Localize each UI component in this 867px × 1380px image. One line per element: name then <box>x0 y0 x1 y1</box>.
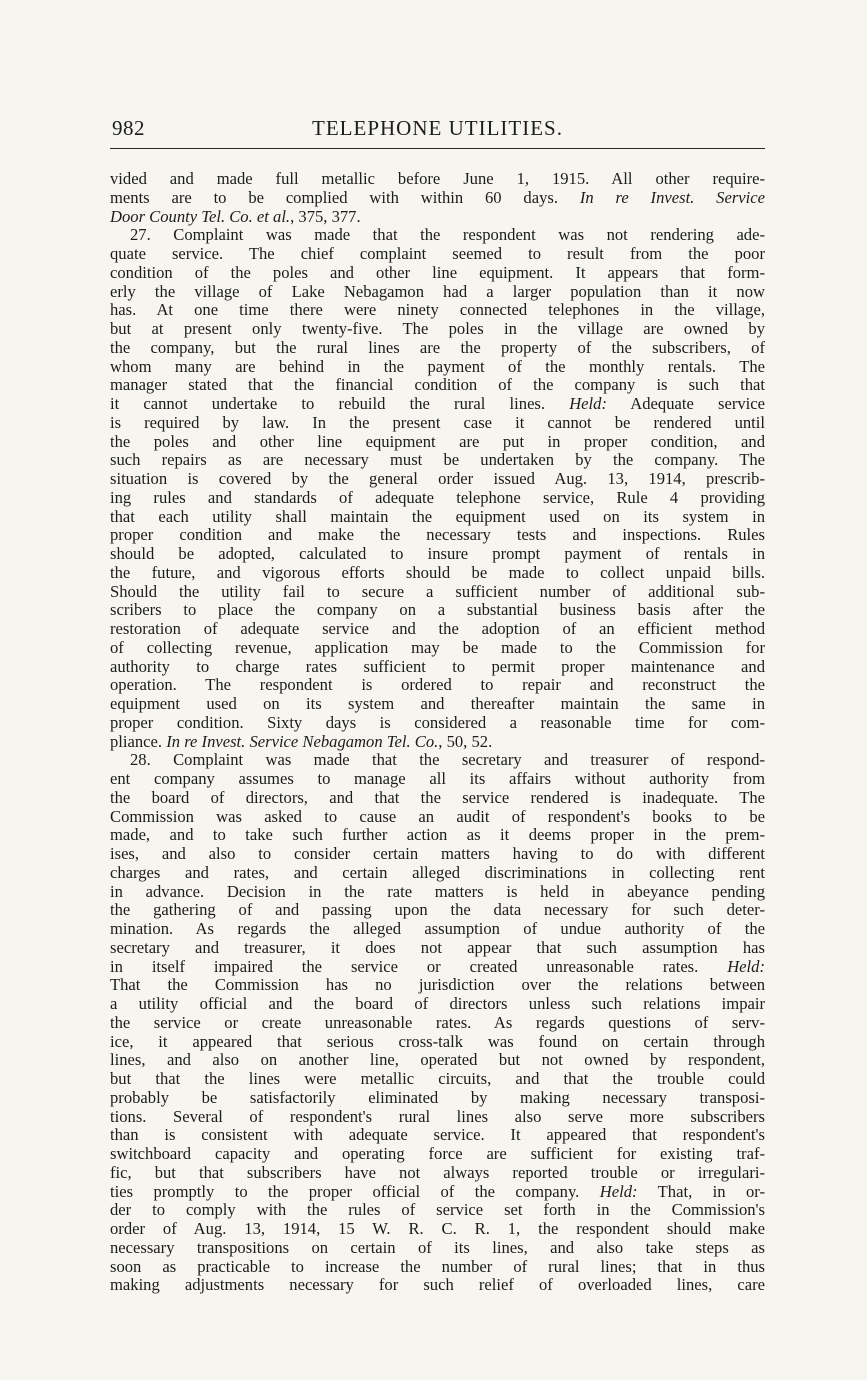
text-segment: pliance. <box>110 731 167 751</box>
text-line <box>110 208 765 227</box>
text-segment: 27. Complaint was made that the respondent was not rendering ade- <box>130 225 765 245</box>
text-segment: the poles and other line equipment are put in proper condition, and <box>110 431 765 451</box>
text-line <box>110 1239 765 1258</box>
text-line <box>110 695 765 714</box>
text-line <box>110 1201 765 1220</box>
text-segment: of collecting revenue, application may be made to the Commission for <box>110 637 765 657</box>
text-segment: probably be satisfactorily eliminated by making necessary transposi- <box>110 1087 765 1107</box>
text-segment: , 375, 377. <box>290 206 361 226</box>
text-segment: the service or create unreasonable rates. As regards questions of serv- <box>110 1012 765 1032</box>
text-segment: erly the village of Lake Nebagamon had a larger population than it now <box>110 281 765 301</box>
text-segment: ice, it appeared that serious cross-talk was found on certain through <box>110 1031 765 1051</box>
text-line <box>110 1258 765 1277</box>
text-segment: whom many are behind in the payment of the monthly rentals. The <box>110 356 765 376</box>
text-line <box>110 1276 765 1295</box>
text-segment: restoration of adequate service and the adoption of an efficient method <box>110 619 765 638</box>
text-segment: ises, and also to consider certain matters having to do with different <box>110 844 765 863</box>
text-line <box>110 976 765 995</box>
text-line <box>110 883 765 902</box>
italic-citation: Held: <box>569 394 607 413</box>
text-segment: the company, but the rural lines are the property of the subscribers, of <box>110 337 765 357</box>
text-segment: has. At one time there were ninety connected telephones in the village, <box>110 300 765 320</box>
text-segment: Should the utility fail to secure a sufficient number of additional sub- <box>110 581 765 601</box>
text-segment: necessary transpositions on certain of its lines, and also take steps as <box>110 1237 765 1257</box>
text-line <box>110 1014 765 1033</box>
italic-citation: In re Invest. Service <box>579 187 765 207</box>
text-segment: 28. Complaint was made that the secretary and treasurer of respond- <box>130 750 765 770</box>
text-line <box>110 508 765 527</box>
text-line <box>110 920 765 939</box>
text-segment: switchboard capacity and operating force are sufficient for existing traf- <box>110 1144 765 1163</box>
text-segment: tions. Several of respondent's rural lines also serve more subscribers <box>110 1106 765 1126</box>
text-line <box>110 733 765 752</box>
text-segment: in itself impaired the service or created unreasonable rates. <box>110 956 728 976</box>
text-segment: soon as practicable to increase the number of rural lines; that in thus <box>110 1256 765 1276</box>
text-line <box>110 789 765 808</box>
text-segment: proper condition. Sixty days is considered a reasonable time for com- <box>110 712 765 732</box>
text-line <box>110 658 765 677</box>
text-line <box>110 601 765 620</box>
text-line <box>110 414 765 433</box>
text-line <box>110 1145 765 1164</box>
text-segment: the future, and vigorous efforts should be made to collect unpaid bills. <box>110 562 765 582</box>
page-number: 982 <box>112 116 145 140</box>
text-line <box>110 1108 765 1127</box>
text-line <box>110 1051 765 1070</box>
text-segment: ties promptly to the proper official of the company. <box>110 1181 600 1201</box>
text-segment: fic, but that subscribers have not always reported trouble or irregulari- <box>110 1162 765 1182</box>
text-line <box>110 639 765 658</box>
text-line <box>110 358 765 377</box>
italic-citation: Door County Tel. Co. et al. <box>110 206 291 226</box>
text-segment: in advance. Decision in the rate matters is held in abeyance pending <box>110 881 765 901</box>
text-line <box>110 545 765 564</box>
text-line <box>110 751 765 770</box>
text-line <box>110 1183 765 1202</box>
text-line <box>110 470 765 489</box>
text-segment: der to comply with the rules of service set forth in the Commission's <box>110 1200 765 1220</box>
text-line <box>110 939 765 958</box>
text-segment: ing rules and standards of adequate telephone service, Rule 4 providing <box>110 487 765 507</box>
text-line <box>110 995 765 1014</box>
text-segment: that each utility shall maintain the equipment used on its system in <box>110 506 765 526</box>
text-segment: proper condition and make the necessary tests and inspections. Rules <box>110 525 765 545</box>
text-line <box>110 958 765 977</box>
text-line <box>110 264 765 283</box>
text-line <box>110 583 765 602</box>
page-header <box>110 116 765 149</box>
text-segment: should be adopted, calculated to insure prompt payment of rentals in <box>110 544 765 563</box>
text-line <box>110 1089 765 1108</box>
text-segment: authority to charge rates sufficient to permit proper maintenance and <box>110 656 765 676</box>
text-line <box>110 901 765 920</box>
text-line <box>110 620 765 639</box>
text-line <box>110 714 765 733</box>
text-line <box>110 245 765 264</box>
text-segment: the gathering of and passing upon the data necessary for such deter- <box>110 900 765 920</box>
text-segment: operation. The respondent is ordered to repair and reconstruct the <box>110 675 765 695</box>
text-line <box>110 395 765 414</box>
text-segment: scribers to place the company on a substantial business basis after the <box>110 600 765 620</box>
text-segment: making adjustments necessary for such relief of overloaded lines, care <box>110 1275 765 1295</box>
text-line <box>110 189 765 208</box>
text-segment: situation is covered by the general order issued Aug. 13, 1914, prescrib- <box>110 469 765 488</box>
text-segment: such repairs as are necessary must be undertaken by the company. The <box>110 450 765 470</box>
italic-citation: In re Invest. Service Nebagamon Tel. Co. <box>166 731 439 751</box>
text-line <box>110 376 765 395</box>
text-segment: equipment used on its system and thereafter maintain the same in <box>110 694 765 713</box>
text-line <box>110 283 765 302</box>
text-line <box>110 845 765 864</box>
text-line <box>110 339 765 358</box>
text-segment: is required by law. In the present case it cannot be rendered until <box>110 412 765 432</box>
text-segment: secretary and treasurer, it does not appear that such assumption has <box>110 937 765 957</box>
text-line <box>110 301 765 320</box>
text-segment: mination. As regards the alleged assumption of undue authority of the <box>110 919 765 938</box>
text-segment: ent company assumes to manage all its affairs without authority from <box>110 769 765 788</box>
text-line <box>110 1220 765 1239</box>
italic-citation: Held: <box>727 956 765 976</box>
text-segment: a utility official and the board of directors unless such relations impair <box>110 994 765 1013</box>
text-line <box>110 433 765 452</box>
text-segment: That, in or- <box>637 1181 765 1201</box>
text-line <box>110 1164 765 1183</box>
text-line <box>110 826 765 845</box>
text-line <box>110 676 765 695</box>
text-segment: Adequate service <box>607 394 765 413</box>
text-segment: than is consistent with adequate service. It appeared that respondent's <box>110 1125 765 1145</box>
text-segment: vided and made full metallic before June 1, 1915. All other require- <box>110 169 765 188</box>
text-line <box>110 489 765 508</box>
text-segment: , 50, 52. <box>438 731 493 751</box>
text-segment: lines, and also on another line, operated but not owned by respondent, <box>110 1050 765 1070</box>
text-line <box>110 170 765 189</box>
body-text <box>110 170 765 1295</box>
text-line <box>110 526 765 545</box>
text-segment: made, and to take such further action as it deems proper in the prem- <box>110 825 765 845</box>
text-segment: order of Aug. 13, 1914, 15 W. R. C. R. 1, the respondent should make <box>110 1219 765 1238</box>
text-segment: the board of directors, and that the service rendered is inadequate. The <box>110 787 765 807</box>
text-segment: manager stated that the financial condition of the company is such that <box>110 375 765 395</box>
text-segment: it cannot undertake to rebuild the rural lines. <box>110 394 570 413</box>
text-segment: but that the lines were metallic circuits, and that the trouble could <box>110 1069 765 1088</box>
text-line <box>110 1070 765 1089</box>
text-segment: condition of the poles and other line equipment. It appears that form- <box>110 262 765 282</box>
text-line <box>110 1033 765 1052</box>
running-head: TELEPHONE UTILITIES. <box>312 116 563 140</box>
text-line <box>110 770 765 789</box>
text-segment: That the Commission has no jurisdiction over the relations between <box>110 975 765 995</box>
text-line <box>110 564 765 583</box>
text-line <box>110 226 765 245</box>
text-line <box>110 320 765 339</box>
text-line <box>110 864 765 883</box>
text-line <box>110 808 765 827</box>
text-segment: charges and rates, and certain alleged discriminations in collecting rent <box>110 862 765 882</box>
text-segment: but at present only twenty-five. The poles in the village are owned by <box>110 319 765 338</box>
text-segment: Commission was asked to cause an audit of respondent's books to be <box>110 806 765 826</box>
text-line <box>110 1126 765 1145</box>
text-segment: ments are to be complied with within 60 days. <box>110 187 580 207</box>
italic-citation: Held: <box>599 1181 638 1201</box>
text-segment: quate service. The chief complaint seemed to result from the poor <box>110 244 765 263</box>
text-line <box>110 451 765 470</box>
